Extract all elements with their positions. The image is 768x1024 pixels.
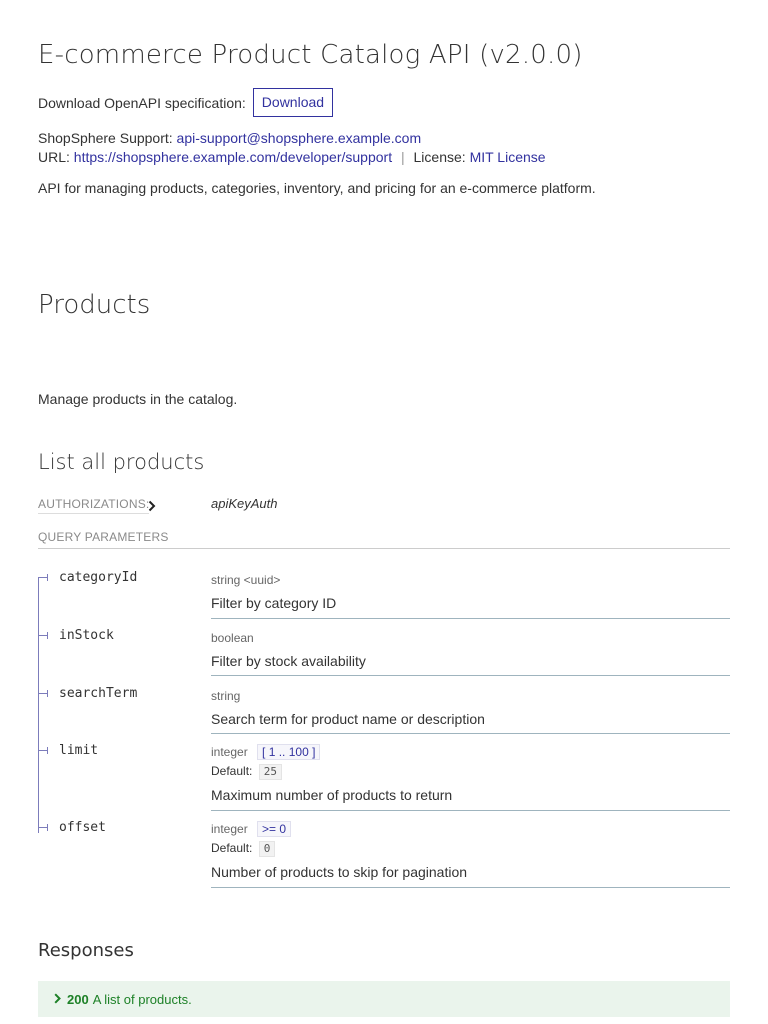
param-description: Search term for product name or description	[211, 711, 485, 727]
param-info	[211, 744, 730, 811]
branch-icon	[38, 693, 48, 694]
param-info	[211, 572, 730, 619]
param-name: categoryId	[59, 570, 138, 585]
param-type: string <uuid>	[211, 573, 281, 587]
auth-scheme: apiKeyAuth	[211, 496, 278, 511]
param-type: integer	[211, 745, 248, 759]
section-description: Manage products in the catalog.	[38, 391, 238, 407]
api-info	[38, 129, 730, 167]
response-description: A list of products.	[92, 991, 192, 1007]
param-info	[211, 821, 730, 888]
support-prefix: ShopSphere Support:	[38, 130, 173, 146]
license-link[interactable]: MIT License	[469, 149, 546, 165]
param-info	[211, 630, 730, 676]
section-title: Products	[38, 290, 151, 320]
param-constraint: [ 1 .. 100 ]	[257, 744, 320, 760]
param-name: inStock	[59, 628, 114, 643]
authorizations-toggle[interactable]: AUTHORIZATIONS:	[38, 497, 149, 514]
param-description: Number of products to skip for pagination	[211, 864, 468, 880]
response-200-toggle[interactable]	[38, 981, 730, 1017]
chevron-right-icon[interactable]	[148, 499, 156, 517]
default-value: 0	[259, 841, 276, 857]
info-separator: |	[400, 149, 405, 165]
param-name: offset	[59, 820, 106, 835]
param-info	[211, 688, 730, 734]
operation-title: List all products	[38, 450, 205, 474]
param-description: Filter by category ID	[211, 595, 337, 611]
default-label: Default:	[211, 841, 253, 855]
support-email-link[interactable]: api-support@shopsphere.example.com	[176, 130, 422, 146]
api-description: API for managing products, categories, inventory, and pricing for an e-commerce platform.	[38, 180, 596, 196]
param-constraint: >= 0	[257, 821, 291, 837]
chevron-right-icon	[54, 992, 61, 1007]
param-type: boolean	[211, 631, 254, 645]
responses-title: Responses	[38, 940, 134, 961]
api-docs-page	[0, 0, 768, 196]
default-value: 25	[259, 764, 282, 780]
branch-icon	[38, 577, 48, 578]
param-description: Filter by stock availability	[211, 653, 366, 669]
branch-icon	[38, 635, 48, 636]
default-label: Default:	[211, 764, 253, 778]
branch-icon	[38, 827, 48, 828]
param-description: Maximum number of products to return	[211, 787, 453, 803]
authorizations-row	[38, 497, 730, 517]
response-code: 200	[67, 991, 89, 1007]
support-url-link[interactable]: https://shopsphere.example.com/developer/support	[73, 149, 393, 165]
download-label: Download OpenAPI specification:	[38, 94, 246, 111]
param-type: string	[211, 689, 241, 703]
api-title: E-commerce Product Catalog API (v2.0.0)	[38, 40, 583, 70]
param-name: limit	[59, 743, 99, 758]
download-button[interactable]: Download	[253, 88, 333, 117]
license-prefix: License:	[413, 149, 466, 165]
download-row	[38, 88, 730, 117]
param-type: integer	[211, 822, 248, 836]
url-prefix: URL:	[38, 149, 70, 165]
param-tree-line	[38, 577, 39, 833]
branch-icon	[38, 750, 48, 751]
param-name: searchTerm	[59, 686, 138, 701]
query-params-header: QUERY PARAMETERS	[38, 530, 730, 549]
